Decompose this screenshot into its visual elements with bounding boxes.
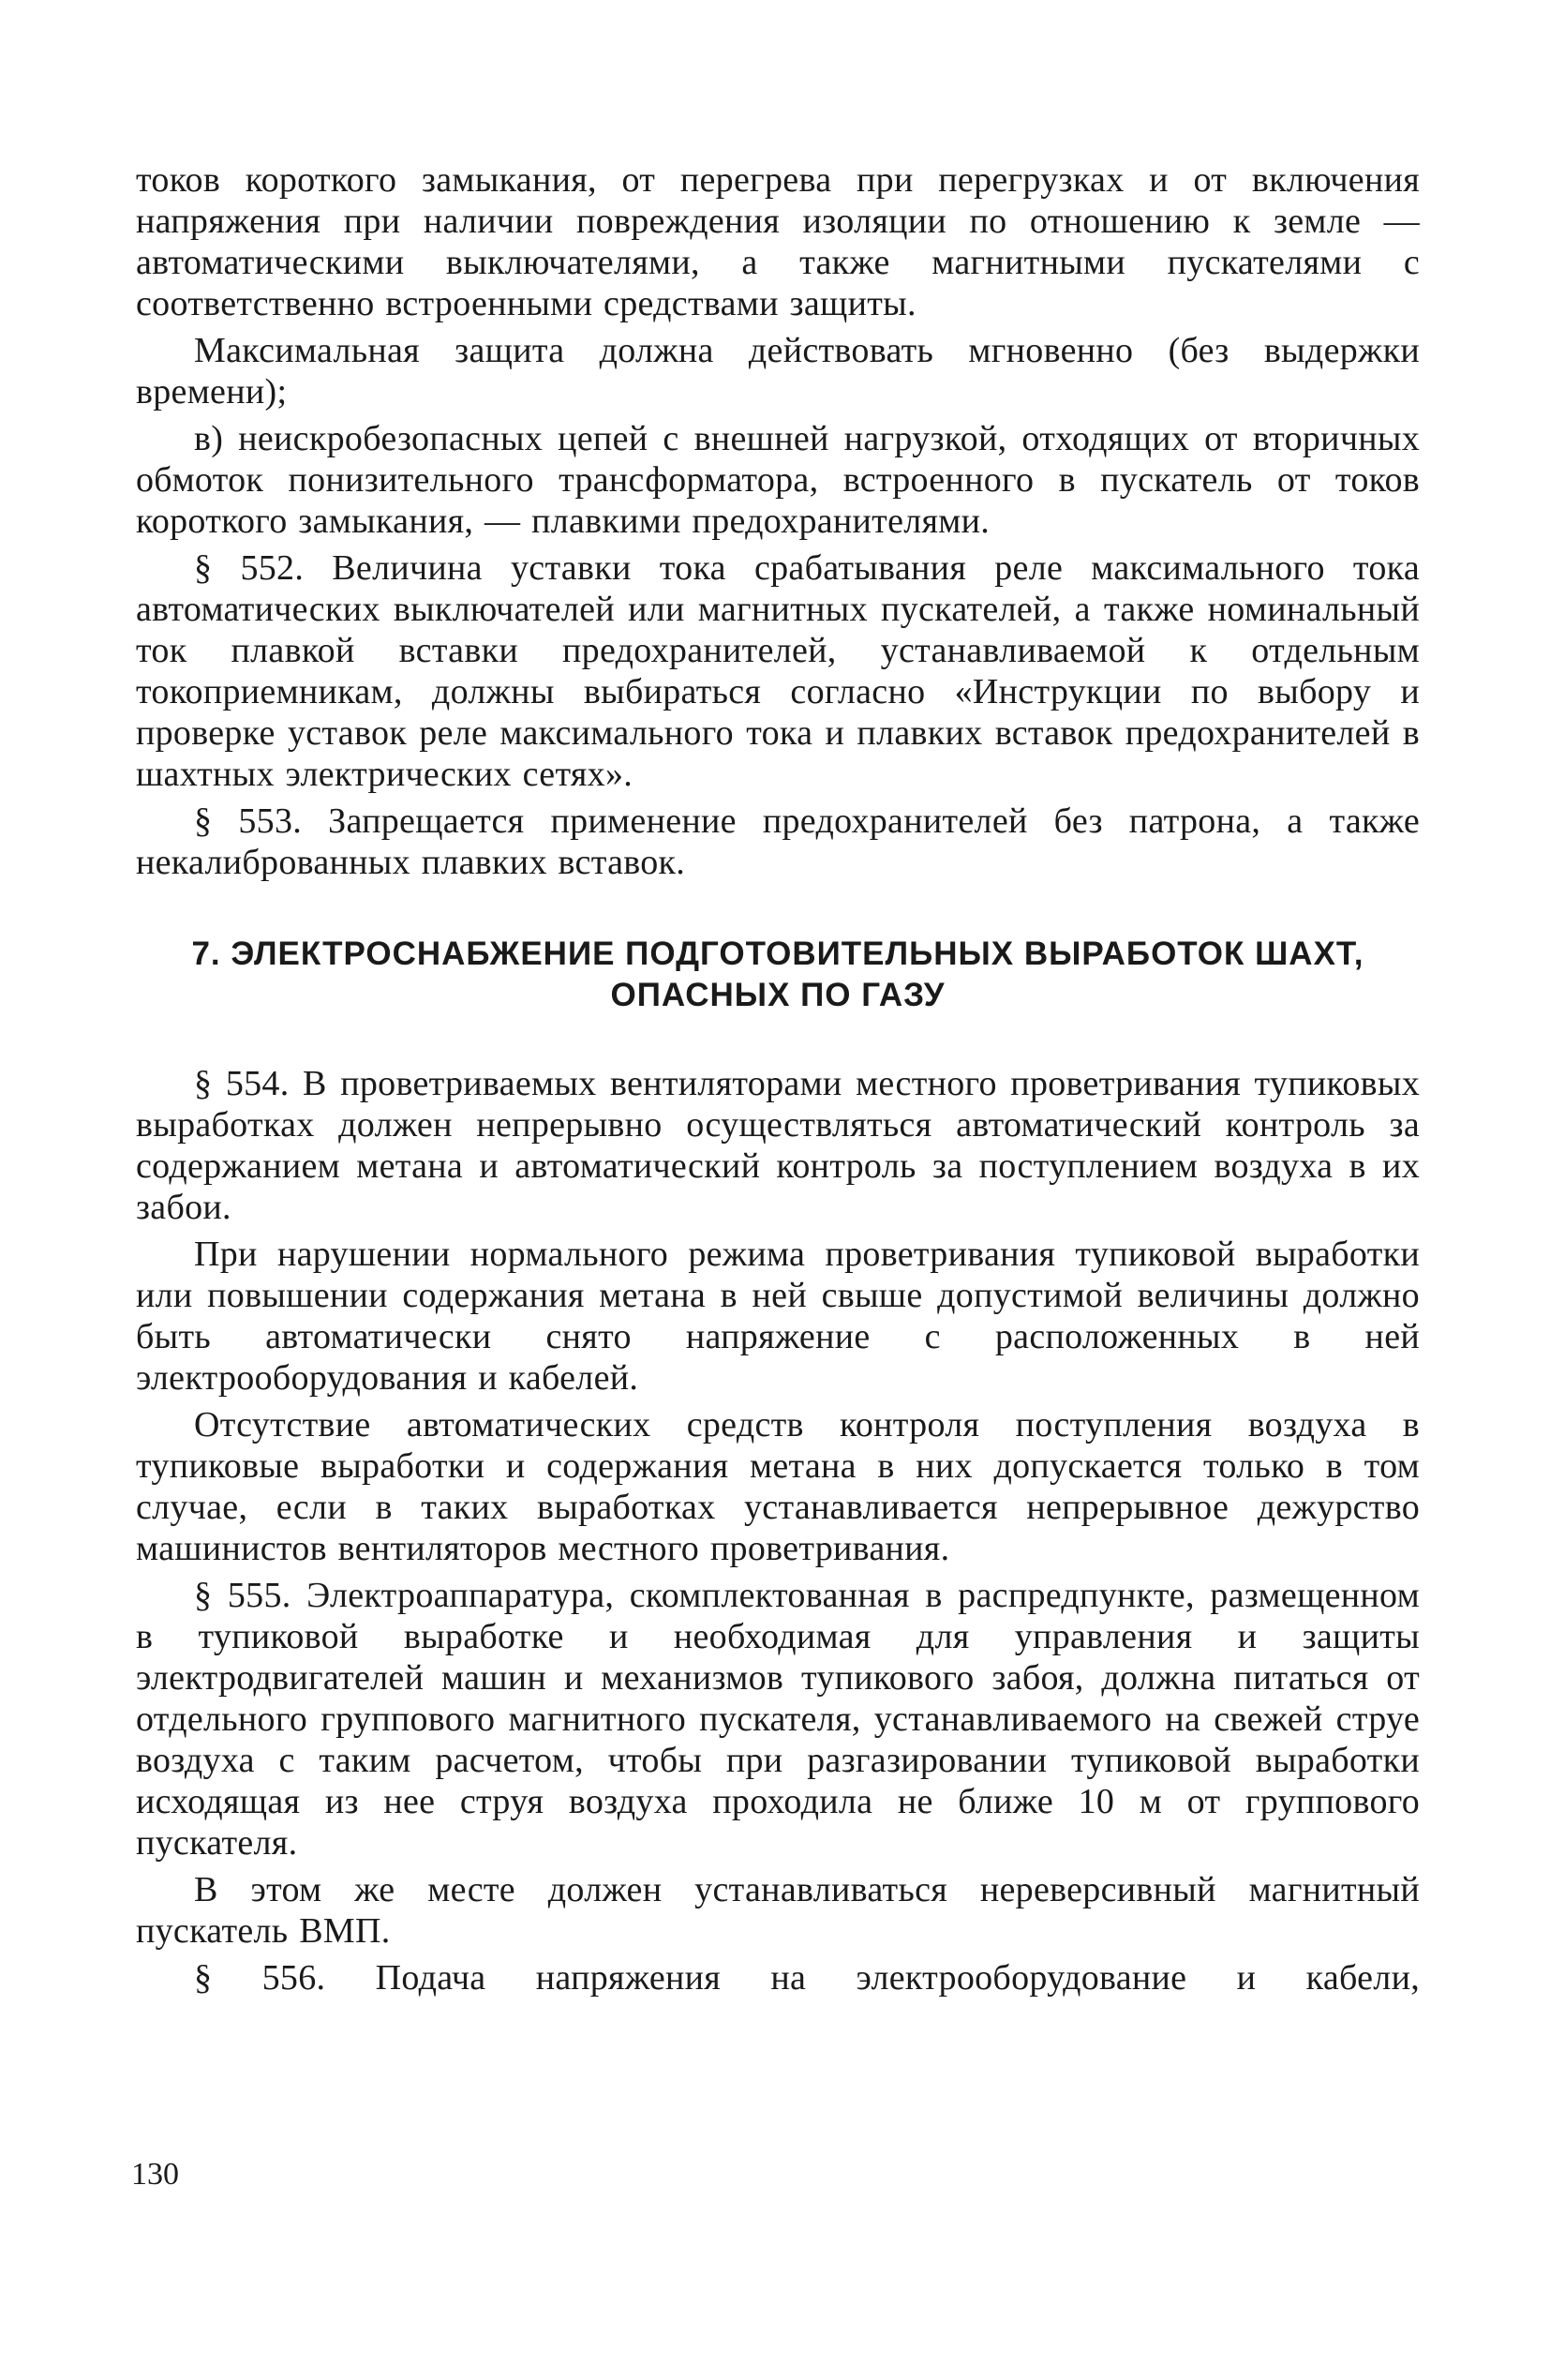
- paragraph-item-v: в) неискробезопасных цепей с внешней нагрузкой, отходящих от вторичных обмоток понизительного трансформатора, встроенного в пускатель от токов короткого замыкания, — плавкими предохранителями.: [136, 419, 1420, 541]
- paragraph-vmp-starter: В этом же месте должен устанавливаться нереверсивный магнитный пускатель ВМП.: [136, 1870, 1420, 1951]
- section-heading-line-2: ОПАСНЫХ ПО ГАЗУ: [610, 977, 946, 1013]
- page-body: [136, 159, 1420, 1998]
- page-number: 130: [131, 2157, 179, 2192]
- section-heading-line-1: 7. ЭЛЕКТРОСНАБЖЕНИЕ ПОДГОТОВИТЕЛЬНЫХ ВЫРАБОТОК ШАХТ,: [191, 936, 1364, 972]
- section-heading: [136, 934, 1420, 1016]
- paragraph-no-automatic-control: Отсутствие автоматических средств контроля поступления воздуха в тупиковые выработки и содержания метана в них допускается только в том случае, если в таких выработках устанавливается непрерывное дежурство машинистов вентиляторов местного проветривания.: [136, 1405, 1420, 1568]
- paragraph-protection-continued: токов короткого замыкания, от перегрева при перегрузках и от включения напряжения при наличии повреждения изоляции по отношению к земле — автоматическими выключателями, а также магнитными пускателями с соответственно встроенными средствами защиты.: [136, 160, 1420, 323]
- paragraph-section-554: § 554. В проветриваемых вентиляторами местного проветривания тупиковых выработках должен непрерывно осуществляться автоматический контроль за содержанием метана и автоматический контроль за поступлением воздуха в их забои.: [136, 1064, 1420, 1227]
- paragraph-section-552: § 552. Величина уставки тока срабатывания реле максимального тока автоматических выключателей или магнитных пускателей, а также номинальный ток плавкой вставки предохранителей, устанавливаемой к отдельным токоприемникам, должны выбираться согласно «Инструкции по выбору и проверке уставок реле максимального тока и плавких вставок предохранителей в шахтных электрических сетях».: [136, 548, 1420, 794]
- paragraph-max-protection: Максимальная защита должна действовать мгновенно (без выдержки времени);: [136, 331, 1420, 412]
- paragraph-section-555: § 555. Электроаппаратура, скомплектованная в распредпункте, размещенном в тупиковой выработке и необходимая для управления и защиты электродвигателей машин и механизмов тупикового забоя, должна питаться от отдельного группового магнитного пускателя, устанавливаемого на свежей струе воздуха с таким расчетом, чтобы при разгазировании тупиковой выработки исходящая из нее струя воздуха проходила не ближе 10 м от группового пускателя.: [136, 1576, 1420, 1863]
- paragraph-section-556: § 556. Подача напряжения на электрооборудование и кабели,: [194, 1958, 1420, 1998]
- paragraph-section-553: § 553. Запрещается применение предохранителей без патрона, а также некалиброванных плавких вставок.: [136, 801, 1420, 882]
- paragraph-ventilation-failure: При нарушении нормального режима проветривания тупиковой выработки или повышении содержания метана в ней свыше допустимой величины должно быть автоматически снято напряжение с расположенных в ней электрооборудования и кабелей.: [136, 1235, 1420, 1398]
